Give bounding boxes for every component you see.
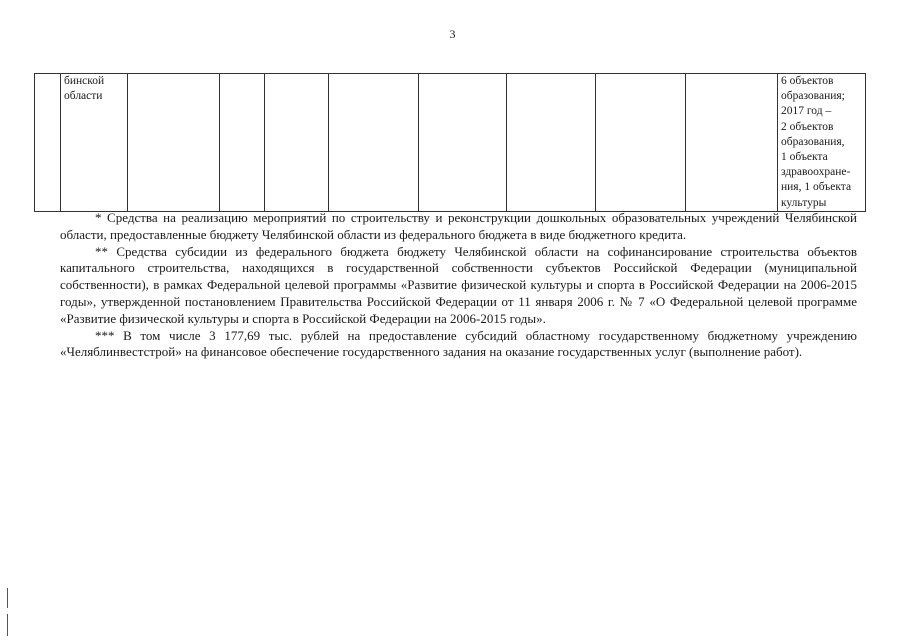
- page-number: 3: [449, 27, 456, 41]
- continuation-table: [34, 73, 866, 212]
- footnote-2: ** Средства субсидии из федерального бюджета бюджету Челябинской области на софинансирование строительства объектов капитального строительства, находящихся в государственной собственности субъектов Российской Федерации (муниципальной собственности), в рамках Федеральной целевой программы «Развитие физической культуры и спорта в Российской Федерации на 2006-2015 годы», утвержденной постановлением Правительства Российской Федерации от 11 января 2006 г. № 7 «О Федеральной целевой программе «Развитие физической культуры и спорта в Российской Федерации на 2006-2015 годы».: [60, 243, 857, 326]
- table-cell: [35, 74, 61, 212]
- table-cell: [220, 74, 265, 212]
- footnote-3: *** В том числе 3 177,69 тыс. рублей на предоставление субсидий областному государственному бюджетному учреждению «Челяблинвестстрой» на финансовое обеспечение государственного задания на оказание государственных услуг (выполнение работ).: [60, 327, 857, 360]
- table-row: [35, 74, 866, 212]
- objects-text: 6 объектов образования; 2017 год – 2 объектов образования, 1 объекта здравоохране- ния, 1 объекта культуры: [781, 75, 852, 209]
- table-cell-objects: [778, 74, 866, 212]
- table-cell: [329, 74, 419, 212]
- table-cell-region: [61, 74, 128, 212]
- table-cell: [507, 74, 596, 212]
- scan-margin-mark: [7, 588, 8, 608]
- scan-margin-mark: [7, 614, 8, 636]
- table-cell: [128, 74, 220, 212]
- region-text: бинской области: [64, 75, 105, 103]
- table-cell: [686, 74, 778, 212]
- footnote-1: * Средства на реализацию мероприятий по строительству и реконструкции дошкольных образовательных учреждений Челябинской области, предоставленные бюджету Челябинской области из федерального бюджета в виде бюджетного кредита.: [60, 210, 857, 242]
- footnotes: [60, 210, 857, 361]
- table-cell: [265, 74, 329, 212]
- table-cell: [419, 74, 507, 212]
- table-cell: [596, 74, 686, 212]
